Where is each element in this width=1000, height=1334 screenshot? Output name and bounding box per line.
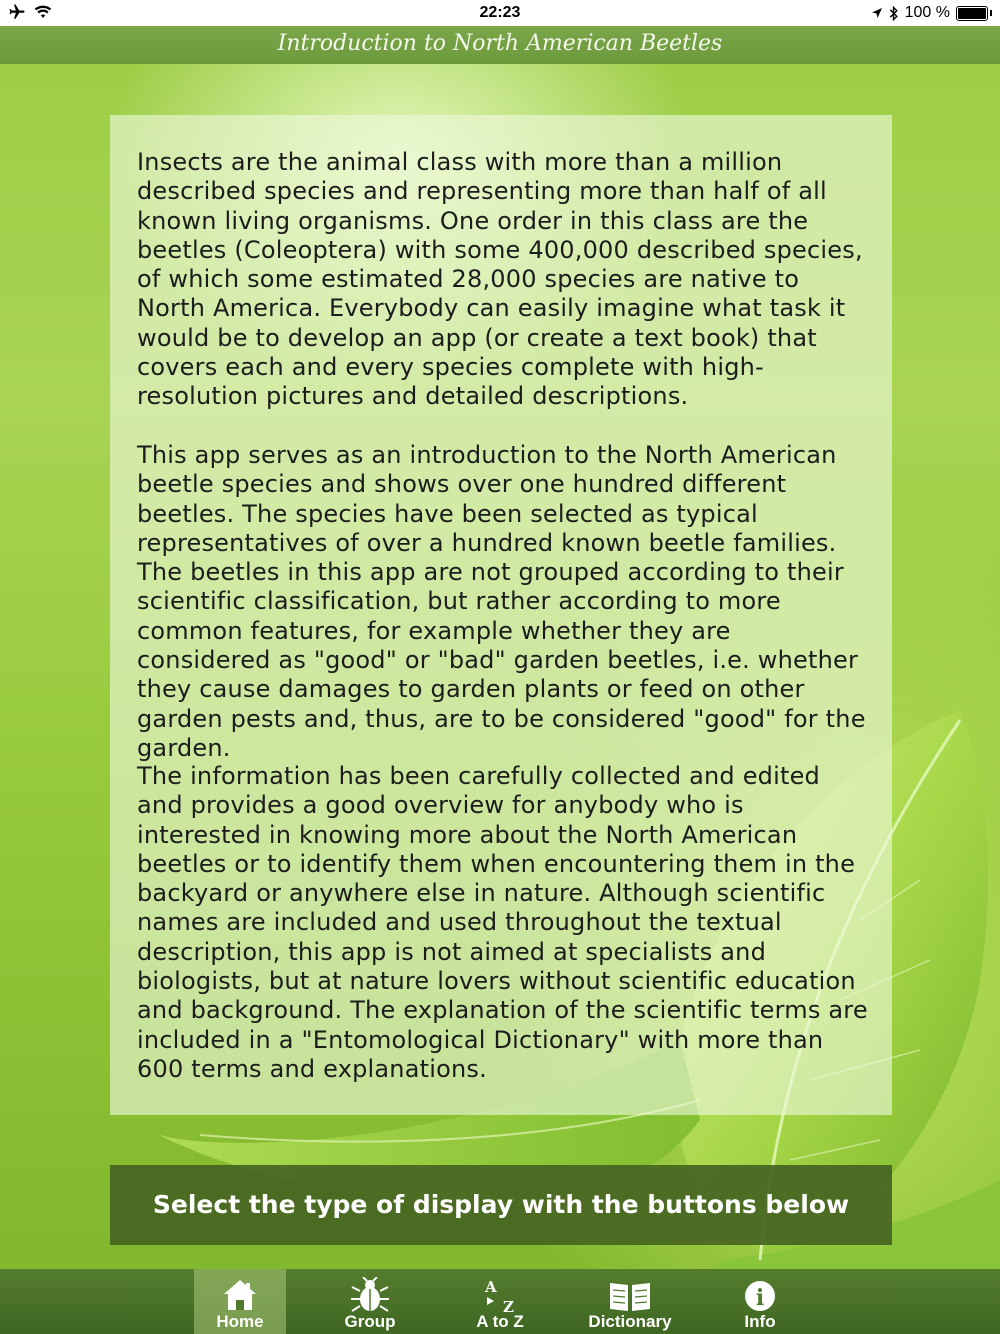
svg-text:A: A (485, 1278, 497, 1296)
tab-bar (0, 1269, 1000, 1334)
tab-a-to-z[interactable] (454, 1269, 546, 1334)
home-icon (194, 1277, 286, 1313)
svg-text:Z: Z (503, 1298, 514, 1313)
battery-icon (956, 6, 988, 21)
tab-dictionary-label: Dictionary (588, 1312, 672, 1331)
svg-text:i: i (755, 1285, 765, 1311)
info-icon (714, 1277, 806, 1313)
tab-dictionary[interactable] (584, 1269, 676, 1334)
a-to-z-icon (454, 1277, 546, 1313)
tab-info-label: Info (744, 1312, 776, 1331)
status-time: 22:23 (479, 4, 521, 21)
status-right (871, 4, 992, 22)
intro-text-panel (110, 115, 892, 1115)
title-bar (0, 26, 1000, 64)
status-bar (0, 0, 1000, 26)
intro-paragraph-3: The information has been carefully collected and edited and provides a good overview for anybody who is interested in knowing more about the North American beetles or to identify them when encountering them in the backyard or anywhere else in nature. Although scientific names are included and used throughout the textual description, this app is not aimed at specialists and biologists, but at nature lovers without scientific education and background. The explanation of the scientific terms are included in a "Entomological Dictionary" with more than 600 terms and explanations. (137, 762, 868, 1083)
bluetooth-icon (889, 6, 899, 21)
intro-paragraph-1: Insects are the animal class with more than a million described species and representing more than half of all known living organisms. One order in this class are the beetles (Coleoptera) with some 400,000 described species, of which some estimated 28,000 species are native to North America. Everybody can easily imagine what task it would be to develop an app (or create a text book) that covers each and every species complete with high-resolution pictures and detailed descriptions. (137, 148, 863, 411)
book-icon (584, 1277, 676, 1313)
instruction-banner (110, 1165, 892, 1245)
battery-tip (990, 10, 992, 16)
battery-percent: 100 % (904, 4, 950, 21)
tab-group[interactable] (324, 1269, 416, 1334)
tab-info[interactable] (714, 1269, 806, 1334)
tab-a-to-z-label: A to Z (476, 1312, 524, 1331)
tab-home[interactable] (194, 1269, 286, 1334)
tab-group-label: Group (344, 1312, 396, 1331)
intro-paragraph-2: This app serves as an introduction to the North American beetle species and shows over one hundred different beetles. The species have been selected as typical representatives of over a hundred known beetle families. The beetles in this app are not grouped according to their scientific classification, but rather according to more common features, for example whether they are considered as "good" or "bad" garden beetles, i.e. whether they cause damages to garden plants or feed on other garden pests and, thus, are to be considered "good" for the garden. (137, 441, 866, 762)
instruction-text: Select the type of display with the buttons below (152, 1190, 850, 1219)
page-title: Introduction to North American Beetles (277, 31, 723, 56)
beetle-icon (324, 1277, 416, 1313)
tab-home-label: Home (216, 1312, 264, 1331)
location-arrow-icon (871, 7, 883, 19)
